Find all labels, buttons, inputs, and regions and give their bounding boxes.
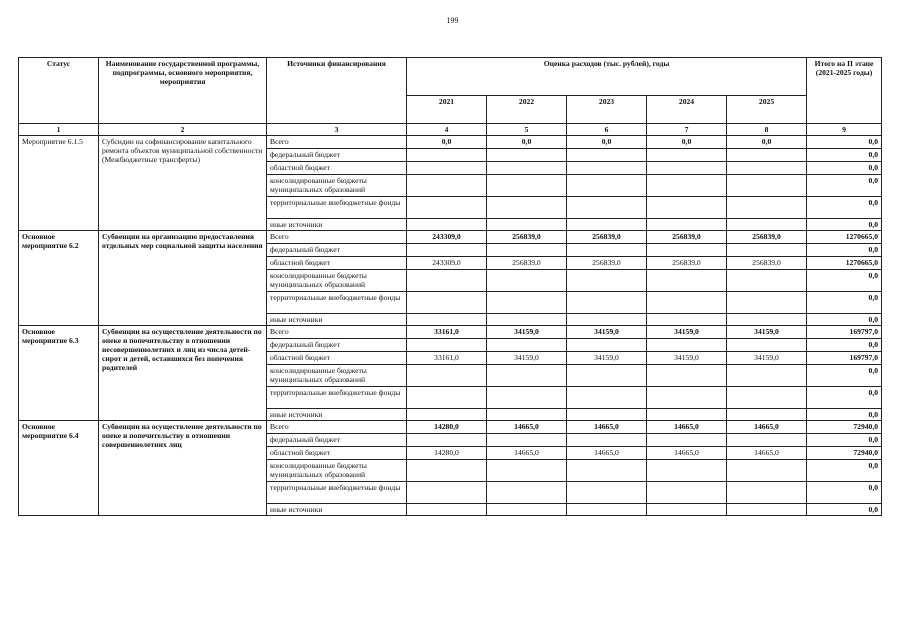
total-cell: 0,0	[807, 339, 882, 352]
amount-cell	[407, 434, 487, 447]
amount-cell: 14665,0	[487, 421, 567, 434]
amount-cell	[647, 162, 727, 175]
amount-cell	[487, 244, 567, 257]
amount-cell	[407, 409, 487, 421]
amount-cell: 14665,0	[727, 447, 807, 460]
column-number: 5	[487, 124, 567, 136]
amount-cell	[727, 292, 807, 314]
amount-cell	[487, 339, 567, 352]
amount-cell	[487, 197, 567, 219]
amount-cell	[487, 270, 567, 292]
amount-cell	[647, 314, 727, 326]
total-cell: 0,0	[807, 434, 882, 447]
total-cell: 0,0	[807, 162, 882, 175]
amount-cell: 0,0	[407, 136, 487, 149]
measure-name-cell: Субсидии на софинансирование капитального ремонта объектов муниципальной собственности (Межбюджетные трансферты)	[99, 136, 267, 231]
total-cell: 0,0	[807, 504, 882, 516]
amount-cell: 34159,0	[487, 326, 567, 339]
header-year: 2021	[407, 96, 487, 124]
amount-cell	[487, 387, 567, 409]
header-estimate: Оценка расходов (тыс. рублей), годы	[407, 58, 807, 96]
amount-cell	[407, 149, 487, 162]
amount-cell	[487, 314, 567, 326]
amount-cell	[567, 482, 647, 504]
amount-cell	[647, 387, 727, 409]
total-cell: 0,0	[807, 175, 882, 197]
total-cell: 0,0	[807, 365, 882, 387]
amount-cell: 0,0	[647, 136, 727, 149]
amount-cell: 256839,0	[647, 231, 727, 244]
source-cell: областной бюджет	[267, 162, 407, 175]
source-cell: Всего	[267, 136, 407, 149]
amount-cell: 34159,0	[727, 326, 807, 339]
total-cell: 0,0	[807, 314, 882, 326]
amount-cell	[487, 292, 567, 314]
total-cell: 1270665,0	[807, 257, 882, 270]
amount-cell: 256839,0	[647, 257, 727, 270]
amount-cell	[727, 387, 807, 409]
total-cell: 169797,0	[807, 352, 882, 365]
table-row	[19, 326, 882, 339]
amount-cell: 256839,0	[727, 231, 807, 244]
amount-cell	[567, 162, 647, 175]
amount-cell	[567, 149, 647, 162]
page-number: 199	[446, 16, 459, 25]
amount-cell: 14665,0	[647, 421, 727, 434]
amount-cell: 14665,0	[487, 447, 567, 460]
amount-cell	[487, 460, 567, 482]
header-sources: Источники финансирования	[267, 58, 407, 124]
amount-cell	[567, 387, 647, 409]
amount-cell: 14665,0	[727, 421, 807, 434]
amount-cell	[727, 434, 807, 447]
header-year: 2024	[647, 96, 727, 124]
amount-cell: 34159,0	[727, 352, 807, 365]
amount-cell	[727, 482, 807, 504]
amount-cell	[567, 244, 647, 257]
amount-cell	[487, 175, 567, 197]
amount-cell	[647, 219, 727, 231]
total-cell: 0,0	[807, 270, 882, 292]
amount-cell	[647, 409, 727, 421]
column-number: 4	[407, 124, 487, 136]
amount-cell	[567, 270, 647, 292]
amount-cell	[567, 314, 647, 326]
table-header	[19, 58, 882, 136]
amount-cell	[407, 504, 487, 516]
total-cell: 169797,0	[807, 326, 882, 339]
amount-cell	[727, 409, 807, 421]
amount-cell	[647, 504, 727, 516]
amount-cell	[567, 219, 647, 231]
header-year: 2022	[487, 96, 567, 124]
amount-cell: 256839,0	[567, 257, 647, 270]
source-cell: областной бюджет	[267, 352, 407, 365]
column-number: 9	[807, 124, 882, 136]
amount-cell	[407, 292, 487, 314]
source-cell: федеральный бюджет	[267, 339, 407, 352]
amount-cell	[567, 434, 647, 447]
status-cell: Основное мероприятие 6.3	[19, 326, 99, 421]
source-cell: Всего	[267, 326, 407, 339]
source-cell: территориальные внебюджетные фонды	[267, 292, 407, 314]
amount-cell	[647, 460, 727, 482]
total-cell: 0,0	[807, 136, 882, 149]
table-row	[19, 421, 882, 434]
amount-cell	[487, 482, 567, 504]
amount-cell	[567, 504, 647, 516]
amount-cell	[407, 314, 487, 326]
amount-cell	[727, 244, 807, 257]
budget-table	[18, 57, 882, 516]
total-cell: 0,0	[807, 244, 882, 257]
amount-cell	[407, 219, 487, 231]
total-cell: 0,0	[807, 219, 882, 231]
total-cell: 0,0	[807, 149, 882, 162]
amount-cell	[647, 149, 727, 162]
amount-cell: 256839,0	[487, 257, 567, 270]
total-cell: 0,0	[807, 482, 882, 504]
column-number: 3	[267, 124, 407, 136]
amount-cell: 33161,0	[407, 326, 487, 339]
amount-cell: 0,0	[727, 136, 807, 149]
amount-cell	[407, 339, 487, 352]
amount-cell	[407, 387, 487, 409]
total-cell: 72940,0	[807, 447, 882, 460]
amount-cell: 0,0	[487, 136, 567, 149]
amount-cell: 34159,0	[567, 352, 647, 365]
amount-cell	[647, 244, 727, 257]
header-total: Итого на II этапе (2021-2025 годы)	[807, 58, 882, 124]
source-cell: консолидированные бюджеты муниципальных образований	[267, 175, 407, 197]
column-number: 2	[99, 124, 267, 136]
amount-cell: 33161,0	[407, 352, 487, 365]
amount-cell	[567, 292, 647, 314]
amount-cell: 256839,0	[487, 231, 567, 244]
status-cell: Основное мероприятие 6.4	[19, 421, 99, 516]
source-cell: иные источники	[267, 504, 407, 516]
amount-cell	[487, 409, 567, 421]
amount-cell	[487, 149, 567, 162]
amount-cell: 34159,0	[647, 326, 727, 339]
header-name: Наименование государственной программы, подпрограммы, основного мероприятия, мероприятия	[99, 58, 267, 124]
amount-cell	[727, 314, 807, 326]
table-row	[19, 231, 882, 244]
amount-cell	[407, 482, 487, 504]
source-cell: территориальные внебюджетные фонды	[267, 482, 407, 504]
source-cell: консолидированные бюджеты муниципальных образований	[267, 460, 407, 482]
amount-cell	[727, 219, 807, 231]
table-row	[19, 136, 882, 149]
source-cell: консолидированные бюджеты муниципальных образований	[267, 270, 407, 292]
column-number: 7	[647, 124, 727, 136]
amount-cell	[727, 270, 807, 292]
status-cell: Мероприятие 6.1.5	[19, 136, 99, 231]
total-cell: 0,0	[807, 197, 882, 219]
source-cell: Всего	[267, 231, 407, 244]
total-cell: 0,0	[807, 292, 882, 314]
amount-cell: 0,0	[567, 136, 647, 149]
amount-cell: 243309,0	[407, 231, 487, 244]
amount-cell	[407, 244, 487, 257]
status-cell: Основное мероприятие 6.2	[19, 231, 99, 326]
column-numbers-row	[19, 124, 882, 136]
amount-cell	[407, 162, 487, 175]
source-cell: иные источники	[267, 409, 407, 421]
total-cell: 0,0	[807, 409, 882, 421]
amount-cell	[647, 365, 727, 387]
source-cell: территориальные внебюджетные фонды	[267, 197, 407, 219]
column-number: 1	[19, 124, 99, 136]
source-cell: иные источники	[267, 314, 407, 326]
total-cell: 1270665,0	[807, 231, 882, 244]
amount-cell	[727, 339, 807, 352]
measure-name-cell: Субвенции на осуществление деятельности по опеке и попечительству в отношении несовершеннолетних и лиц из числа детей-сирот и детей, оставшихся без попечения родителей	[99, 326, 267, 421]
source-cell: консолидированные бюджеты муниципальных образований	[267, 365, 407, 387]
column-number: 6	[567, 124, 647, 136]
amount-cell: 243309,0	[407, 257, 487, 270]
amount-cell	[407, 460, 487, 482]
amount-cell	[727, 175, 807, 197]
amount-cell	[647, 197, 727, 219]
amount-cell: 14280,0	[407, 447, 487, 460]
amount-cell	[567, 175, 647, 197]
source-cell: иные источники	[267, 219, 407, 231]
amount-cell: 14280,0	[407, 421, 487, 434]
total-cell: 0,0	[807, 387, 882, 409]
amount-cell: 14665,0	[567, 447, 647, 460]
amount-cell: 256839,0	[567, 231, 647, 244]
source-cell: федеральный бюджет	[267, 434, 407, 447]
amount-cell	[647, 175, 727, 197]
amount-cell	[487, 504, 567, 516]
measure-name-cell: Субвенции на организацию предоставления отдельных мер социальной защиты населения	[99, 231, 267, 326]
amount-cell: 34159,0	[487, 352, 567, 365]
amount-cell	[567, 197, 647, 219]
source-cell: областной бюджет	[267, 257, 407, 270]
table-body	[19, 136, 882, 516]
source-cell: территориальные внебюджетные фонды	[267, 387, 407, 409]
amount-cell	[487, 365, 567, 387]
amount-cell	[727, 365, 807, 387]
amount-cell: 256839,0	[727, 257, 807, 270]
total-cell: 0,0	[807, 460, 882, 482]
amount-cell	[567, 460, 647, 482]
amount-cell: 34159,0	[647, 352, 727, 365]
amount-cell	[647, 292, 727, 314]
column-number: 8	[727, 124, 807, 136]
source-cell: Всего	[267, 421, 407, 434]
amount-cell	[647, 339, 727, 352]
amount-cell	[727, 162, 807, 175]
amount-cell: 34159,0	[567, 326, 647, 339]
total-cell: 72940,0	[807, 421, 882, 434]
header-year: 2025	[727, 96, 807, 124]
source-cell: федеральный бюджет	[267, 244, 407, 257]
measure-name-cell: Субвенции на осуществление деятельности по опеке и попечительству в отношении совершеннолетних лиц	[99, 421, 267, 516]
amount-cell: 14665,0	[647, 447, 727, 460]
amount-cell	[407, 197, 487, 219]
amount-cell	[727, 504, 807, 516]
amount-cell	[567, 365, 647, 387]
amount-cell	[647, 270, 727, 292]
header-year: 2023	[567, 96, 647, 124]
amount-cell	[567, 409, 647, 421]
source-cell: областной бюджет	[267, 447, 407, 460]
amount-cell	[567, 339, 647, 352]
amount-cell	[407, 175, 487, 197]
amount-cell	[407, 270, 487, 292]
amount-cell	[727, 149, 807, 162]
amount-cell	[727, 197, 807, 219]
amount-cell	[487, 434, 567, 447]
amount-cell	[647, 482, 727, 504]
source-cell: федеральный бюджет	[267, 149, 407, 162]
header-status: Статус	[19, 58, 99, 124]
amount-cell	[727, 460, 807, 482]
amount-cell	[487, 162, 567, 175]
amount-cell	[487, 219, 567, 231]
amount-cell: 14665,0	[567, 421, 647, 434]
amount-cell	[647, 434, 727, 447]
amount-cell	[407, 365, 487, 387]
